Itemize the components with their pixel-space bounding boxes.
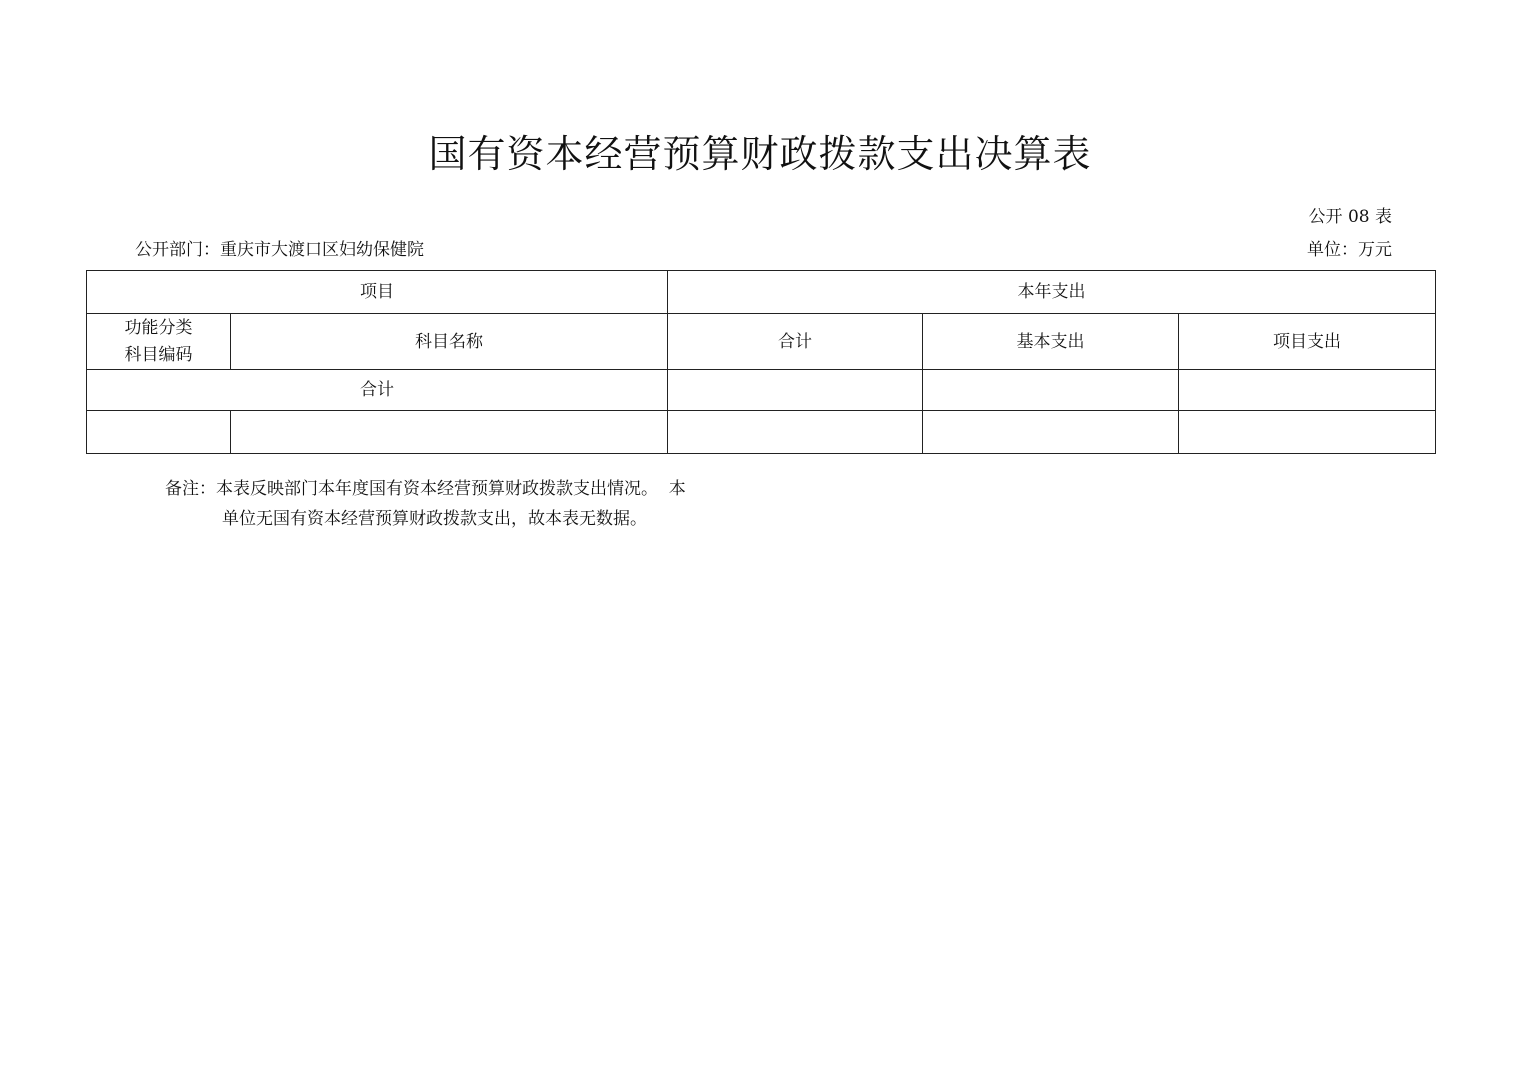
total-row-label: 合计 (87, 370, 668, 411)
table-header-row (87, 271, 1436, 314)
table-cell (231, 411, 668, 454)
header-function-code-line1: 功能分类 (124, 317, 193, 338)
table-cell (923, 411, 1179, 454)
page-title: 国有资本经营预算财政拨款支出决算表 (428, 132, 1092, 176)
table-row (87, 411, 1436, 454)
unit-label: 单位：万元 (1307, 240, 1392, 260)
header-item: 项目 (87, 271, 668, 314)
department-label: 公开部门：重庆市大渡口区妇幼保健院 (135, 240, 424, 260)
total-cell (668, 370, 923, 411)
total-project-cell (1179, 370, 1436, 411)
footnote-line1: 备注：本表反映部门本年度国有资本经营预算财政拨款支出情况。 本 (165, 479, 686, 499)
header-subject-name: 科目名称 (231, 314, 668, 370)
table-cell (668, 411, 923, 454)
header-function-code (87, 314, 231, 370)
total-basic-cell (923, 370, 1179, 411)
header-project-expense: 项目支出 (1179, 314, 1436, 370)
footnote-line2: 单位无国有资本经营预算财政拨款支出，故本表无数据。 (222, 509, 647, 529)
table-cell (87, 411, 231, 454)
header-function-code-line2: 科目编码 (124, 344, 193, 365)
header-basic-expense: 基本支出 (923, 314, 1179, 370)
expenditure-table (86, 270, 1436, 454)
form-number: 公开 08 表 (1308, 207, 1392, 227)
header-total: 合计 (668, 314, 923, 370)
footnote (165, 474, 725, 534)
table-cell (1179, 411, 1436, 454)
table-subheader-row (87, 314, 1436, 370)
header-year-expense: 本年支出 (668, 271, 1436, 314)
table-total-row (87, 370, 1436, 411)
